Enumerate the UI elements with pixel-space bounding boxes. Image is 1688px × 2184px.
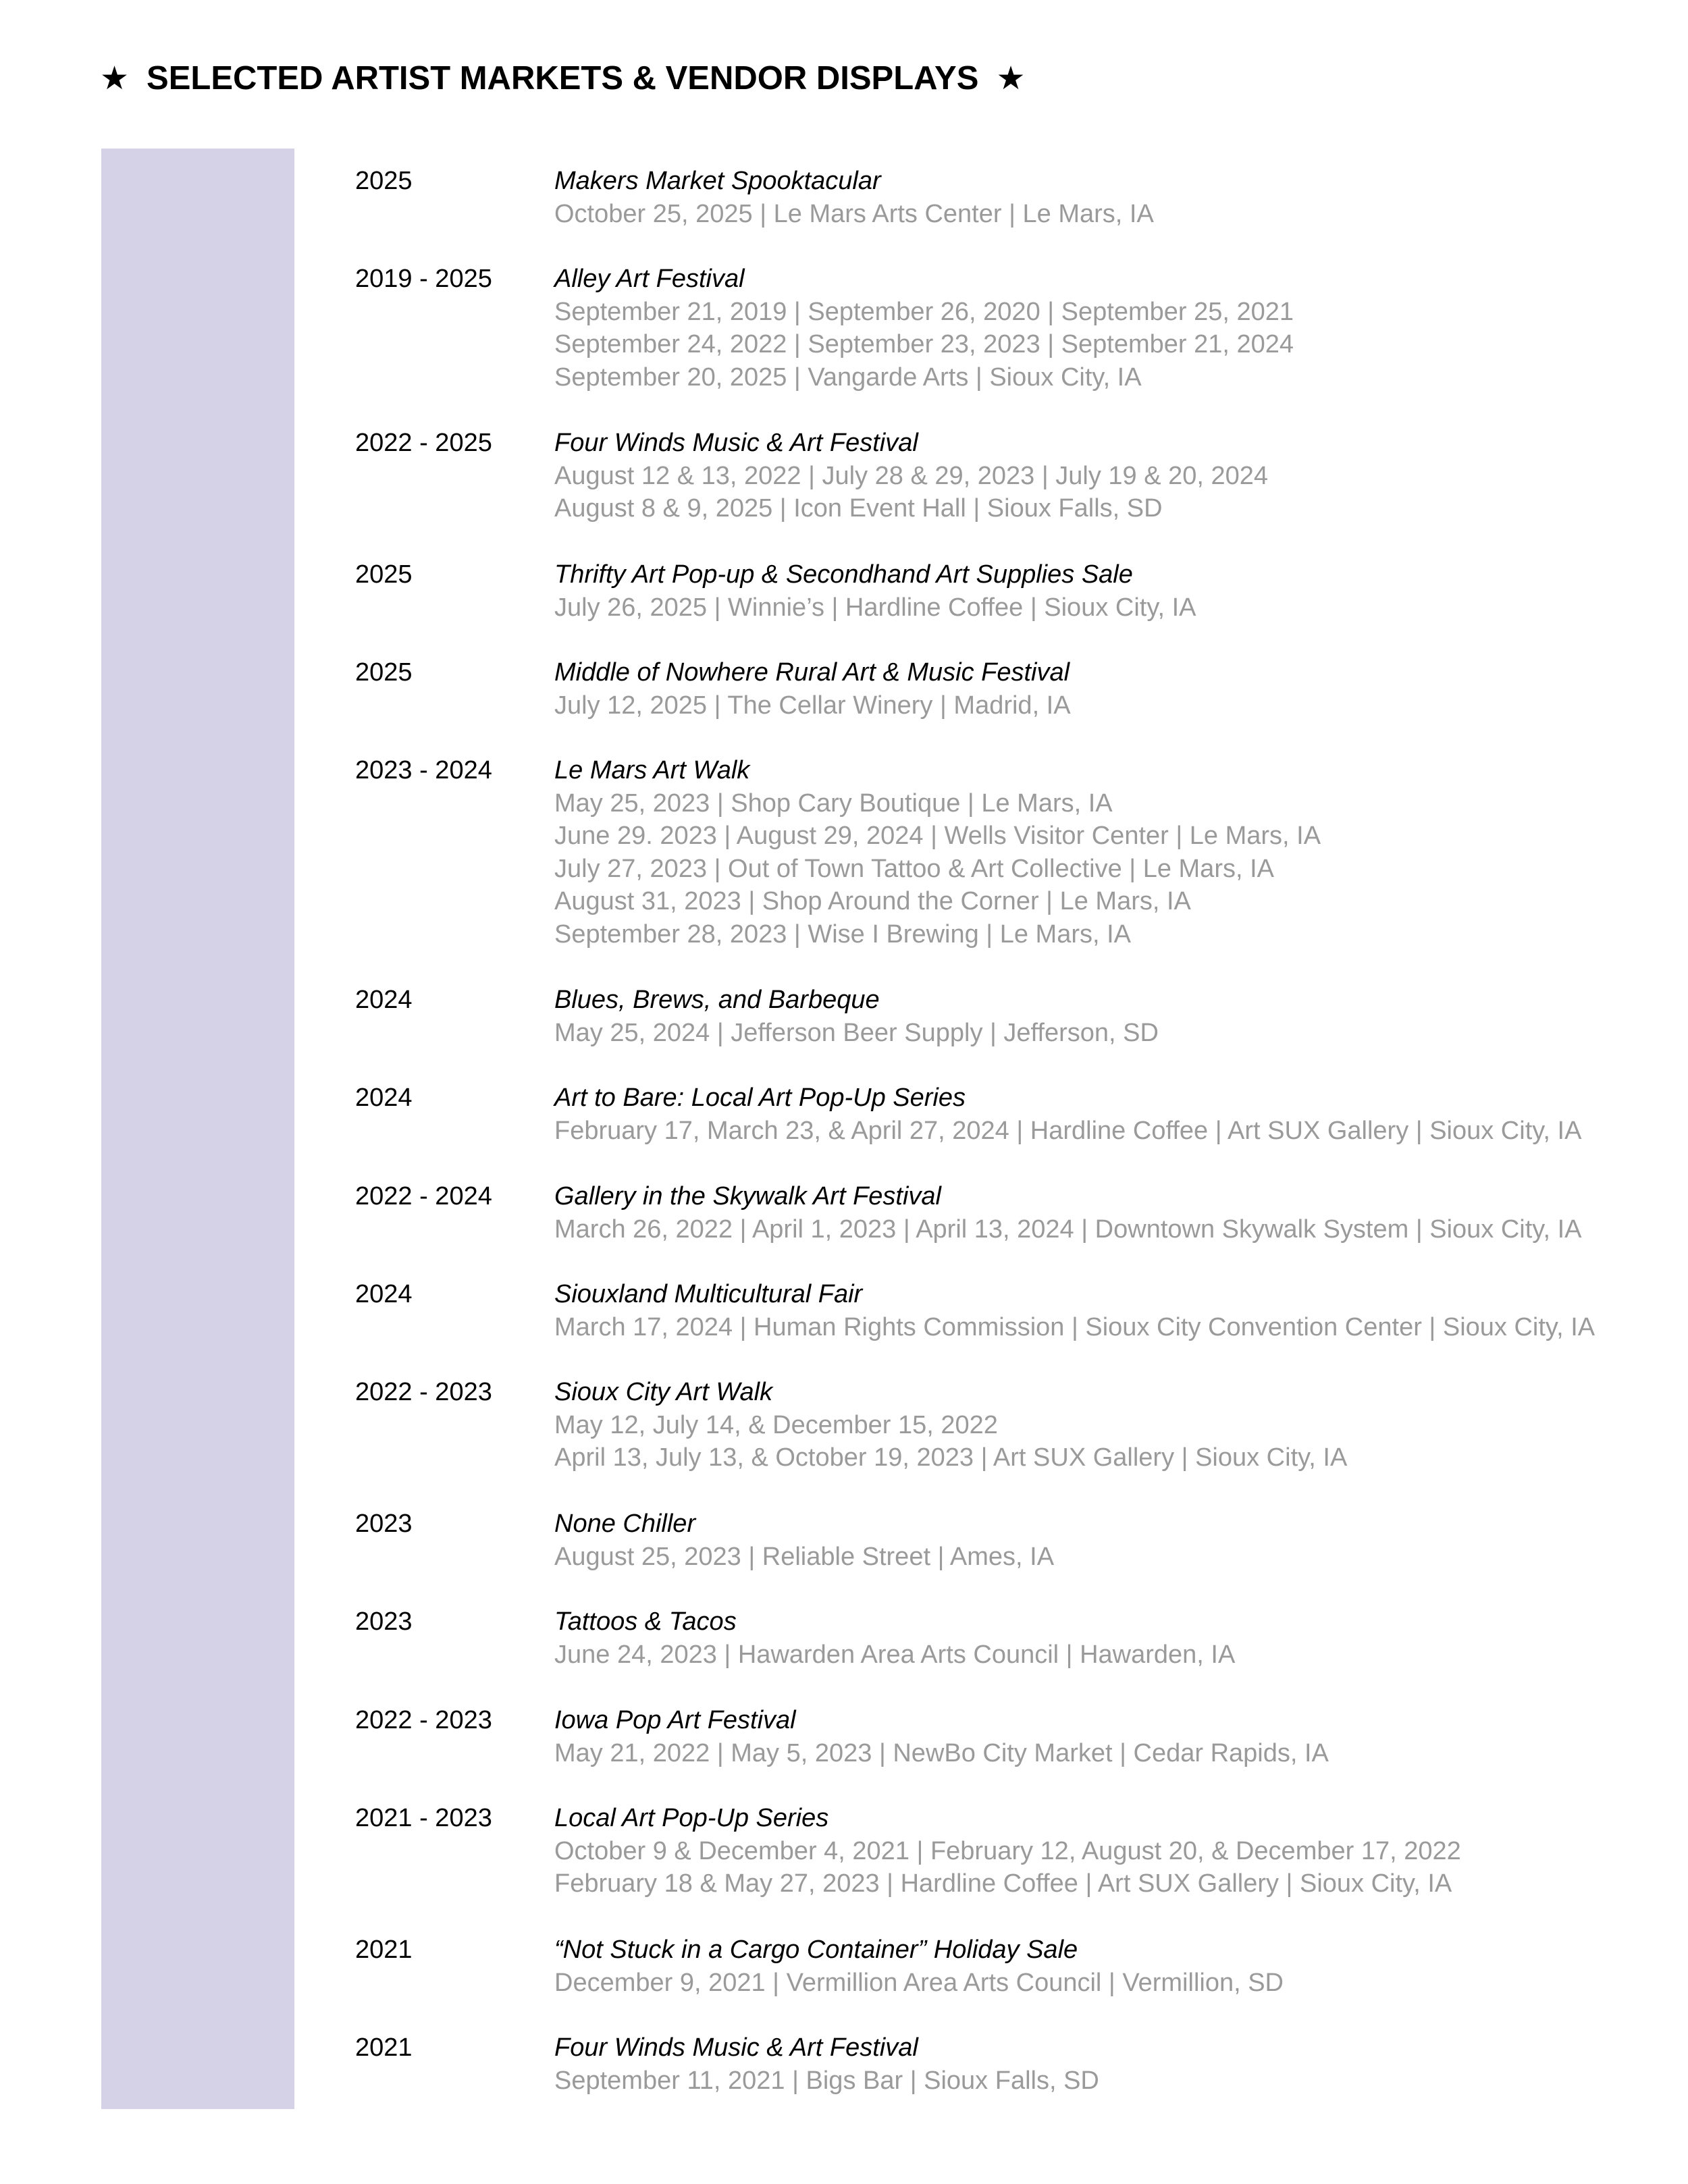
entry-body: [554, 558, 1662, 624]
entry-title: Iowa Pop Art Festival: [554, 1706, 796, 1734]
entry-detail-line: February 17, March 23, & April 27, 2024 | Hardline Coffee | Art SUX Gallery | Sioux City, IA: [554, 1116, 1582, 1145]
section-title: SELECTED ARTIST MARKETS & VENDOR DISPLAYS: [147, 60, 979, 97]
entry-detail-line: August 25, 2023 | Reliable Street | Ames, IA: [554, 1542, 1055, 1571]
star-icon: ★: [996, 59, 1026, 97]
entry-title: Alley Art Festival: [554, 265, 745, 293]
entry-detail-line: September 24, 2022 | September 23, 2023 | September 21, 2024: [554, 330, 1294, 358]
entry-years: 2025: [355, 658, 413, 687]
entry-title: Sioux City Art Walk: [554, 1378, 773, 1406]
entry-years: 2025: [355, 167, 413, 195]
entry-years: 2023 - 2024: [355, 756, 492, 784]
entry-detail-line: October 25, 2025 | Le Mars Arts Center | Le Mars, IA: [554, 199, 1154, 228]
entry-detail-line: June 24, 2023 | Hawarden Area Arts Council | Hawarden, IA: [554, 1640, 1236, 1669]
entry-title: Middle of Nowhere Rural Art & Music Festival: [554, 658, 1070, 687]
entry-body: [554, 427, 1662, 525]
entry-body: [554, 1934, 1662, 1999]
entry-body: [554, 1508, 1662, 1573]
entry-body: [554, 754, 1662, 951]
entry-detail-line: September 11, 2021 | Bigs Bar | Sioux Falls, SD: [554, 2066, 1099, 2095]
section-heading: [100, 55, 1025, 101]
entry-detail-line: February 18 & May 27, 2023 | Hardline Coffee | Art SUX Gallery | Sioux City, IA: [554, 1869, 1452, 1898]
entry-title: Tattoos & Tacos: [554, 1607, 737, 1636]
entry-body: [554, 1376, 1662, 1474]
entry-years: 2022 - 2023: [355, 1706, 492, 1734]
entry-title: Gallery in the Skywalk Art Festival: [554, 1182, 941, 1210]
entry-detail-line: June 29. 2023 | August 29, 2024 | Wells Visitor Center | Le Mars, IA: [554, 822, 1321, 850]
entry-years: 2021: [355, 1936, 413, 1964]
entry-detail-line: May 12, July 14, & December 15, 2022: [554, 1410, 998, 1439]
entry-title: Le Mars Art Walk: [554, 756, 750, 784]
entry-detail-line: October 9 & December 4, 2021 | February 12, August 20, & December 17, 2022: [554, 1836, 1461, 1865]
entry-body: [554, 165, 1662, 230]
entry-body: [554, 1704, 1662, 1769]
entry-title: Four Winds Music & Art Festival: [554, 2033, 918, 2062]
entry-body: [554, 984, 1662, 1049]
entry-title: Four Winds Music & Art Festival: [554, 429, 918, 457]
entry-body: [554, 1278, 1662, 1343]
entry-years: 2022 - 2023: [355, 1378, 492, 1406]
entry-title: Local Art Pop-Up Series: [554, 1804, 829, 1832]
entry-detail-line: July 26, 2025 | Winnie’s | Hardline Coffee | Sioux City, IA: [554, 593, 1196, 622]
entry-title: “Not Stuck in a Cargo Container” Holiday Sale: [554, 1936, 1078, 1964]
entry-detail-line: July 27, 2023 | Out of Town Tattoo & Art Collective | Le Mars, IA: [554, 854, 1274, 883]
entry-body: [554, 1605, 1662, 1671]
entry-detail-line: September 20, 2025 | Vangarde Arts | Sioux City, IA: [554, 363, 1142, 392]
entry-body: [554, 656, 1662, 722]
entry-title: Thrifty Art Pop-up & Secondhand Art Supplies Sale: [554, 560, 1133, 589]
entry-years: 2022 - 2025: [355, 429, 492, 457]
accent-sidebar: [101, 149, 294, 2109]
entry-detail-line: August 8 & 9, 2025 | Icon Event Hall | Sioux Falls, SD: [554, 494, 1163, 523]
entry-title: Art to Bare: Local Art Pop-Up Series: [554, 1084, 966, 1112]
entry-body: [554, 1082, 1662, 1147]
entry-title: Makers Market Spooktacular: [554, 167, 881, 195]
star-icon: ★: [100, 59, 130, 97]
entry-title: Siouxland Multicultural Fair: [554, 1280, 863, 1308]
entry-detail-line: July 12, 2025 | The Cellar Winery | Madrid, IA: [554, 691, 1071, 720]
entry-detail-line: March 26, 2022 | April 1, 2023 | April 13, 2024 | Downtown Skywalk System | Sioux City, IA: [554, 1215, 1582, 1244]
entry-years: 2019 - 2025: [355, 265, 492, 293]
entry-detail-line: April 13, July 13, & October 19, 2023 | Art SUX Gallery | Sioux City, IA: [554, 1443, 1348, 1472]
entry-body: [554, 263, 1662, 394]
entry-detail-line: March 17, 2024 | Human Rights Commission | Sioux City Convention Center | Sioux City, IA: [554, 1312, 1595, 1341]
entry-detail-line: December 9, 2021 | Vermillion Area Arts Council | Vermillion, SD: [554, 1968, 1284, 1997]
entry-title: Blues, Brews, and Barbeque: [554, 986, 880, 1014]
entry-body: [554, 1802, 1662, 1900]
entry-body: [554, 1180, 1662, 1246]
entry-detail-line: May 21, 2022 | May 5, 2023 | NewBo City Market | Cedar Rapids, IA: [554, 1738, 1329, 1767]
entry-years: 2021 - 2023: [355, 1804, 492, 1832]
entry-detail-line: August 31, 2023 | Shop Around the Corner | Le Mars, IA: [554, 887, 1191, 915]
entry-years: 2025: [355, 560, 413, 589]
entry-detail-line: September 21, 2019 | September 26, 2020 | September 25, 2021: [554, 297, 1294, 326]
entry-body: [554, 2031, 1662, 2097]
entry-years: 2024: [355, 1084, 413, 1112]
entry-detail-line: May 25, 2024 | Jefferson Beer Supply | Jefferson, SD: [554, 1018, 1159, 1047]
entry-years: 2021: [355, 2033, 413, 2062]
entry-years: 2024: [355, 986, 413, 1014]
entry-detail-line: May 25, 2023 | Shop Cary Boutique | Le Mars, IA: [554, 789, 1113, 818]
entry-detail-line: August 12 & 13, 2022 | July 28 & 29, 2023 | July 19 & 20, 2024: [554, 461, 1269, 490]
entry-years: 2024: [355, 1280, 413, 1308]
entry-title: None Chiller: [554, 1510, 696, 1538]
entry-detail-line: September 28, 2023 | Wise I Brewing | Le Mars, IA: [554, 920, 1132, 949]
entry-years: 2022 - 2024: [355, 1182, 492, 1210]
entry-years: 2023: [355, 1510, 413, 1538]
entry-years: 2023: [355, 1607, 413, 1636]
